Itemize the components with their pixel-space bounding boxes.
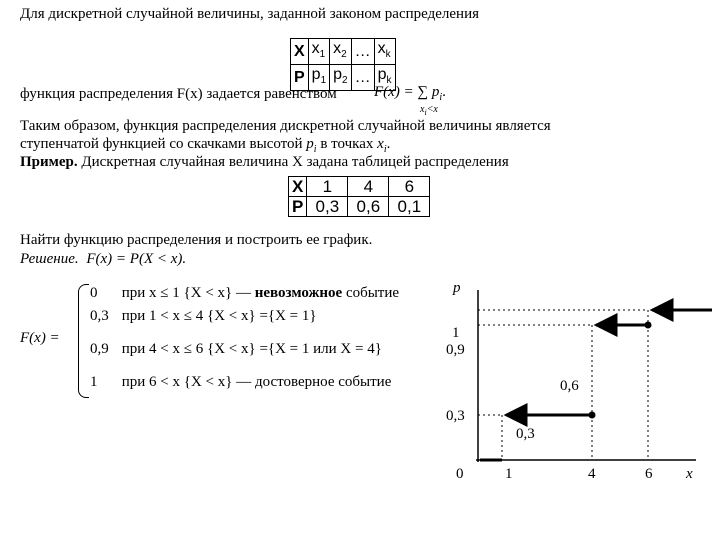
table-cell: … [351,39,374,65]
task-text: Найти функцию распределения и построить ее график. [20,232,373,248]
table-cell: $x_2$ [330,39,351,65]
table-cell: $p_2$ [330,65,351,91]
x-tick-label: 4 [588,466,596,482]
table-header-x: X [289,177,307,197]
paragraph-line-2: ступенчатой функцией со скачками высотой $p_i$ в точках $x_i$. [20,136,391,155]
table-cell: … [351,65,374,91]
table-header-p: P [291,65,309,91]
step-height-label: 0,3 [516,426,535,442]
paragraph-line-1: Таким образом, функция распределения дискретной случайной величины является [20,118,551,134]
case-row-0: 0 при x ≤ 1 {X < x} — невозможное событие [90,285,400,301]
table-header-x: X [291,39,309,65]
table-cell: $x_1$ [308,39,329,65]
fx-label: F(x) = [20,330,60,346]
table-cell: 1 [307,177,348,197]
case-row-3: 1 при 6 < x {X < x} — достоверное событие [90,374,392,390]
table-cell: 6 [389,177,430,197]
formula-sum-index: $x_i<x$ [420,104,438,117]
example-line: Пример. Дискретная случайная величина X задана таблицей распределения [20,154,509,170]
x-tick-label: 0 [456,466,464,482]
y-tick-label: 0,6 [560,378,579,394]
table-cell: $p_1$ [308,65,329,91]
case-row-2: 0,9 при 4 < x ≤ 6 {X < x} ={X = 1 или X = 4} [90,341,382,357]
distribution-formula: F(x) = ∑ $p_i$. [374,84,446,103]
table-cell: 0,6 [348,197,389,217]
y-tick-label: 0,3 [446,408,465,424]
table-cell: $x_k$ [374,39,395,65]
x-axis-label: x [686,466,693,482]
x-tick-label: 6 [645,466,653,482]
table-cell: 4 [348,177,389,197]
case-row-1: 0,3 при 1 < x ≤ 4 {X < x} ={X = 1} [90,308,317,324]
table-cell: 0,3 [307,197,348,217]
table-cell: 0,1 [389,197,430,217]
solution-line: Решение. F(x) = P(X < x). [20,251,187,267]
intro-text: Для дискретной случайной величины, заданной законом распределения [20,6,479,22]
y-tick-label: 0,9 [446,342,465,358]
table-cell: $p_k$ [374,65,395,91]
x-tick-label: 1 [505,466,513,482]
y-tick-label: 1 [452,325,460,341]
distribution-function-text: функция распределения F(x) задается равенством [20,86,337,102]
y-axis-label: p [453,280,461,296]
table-header-p: P [289,197,307,217]
